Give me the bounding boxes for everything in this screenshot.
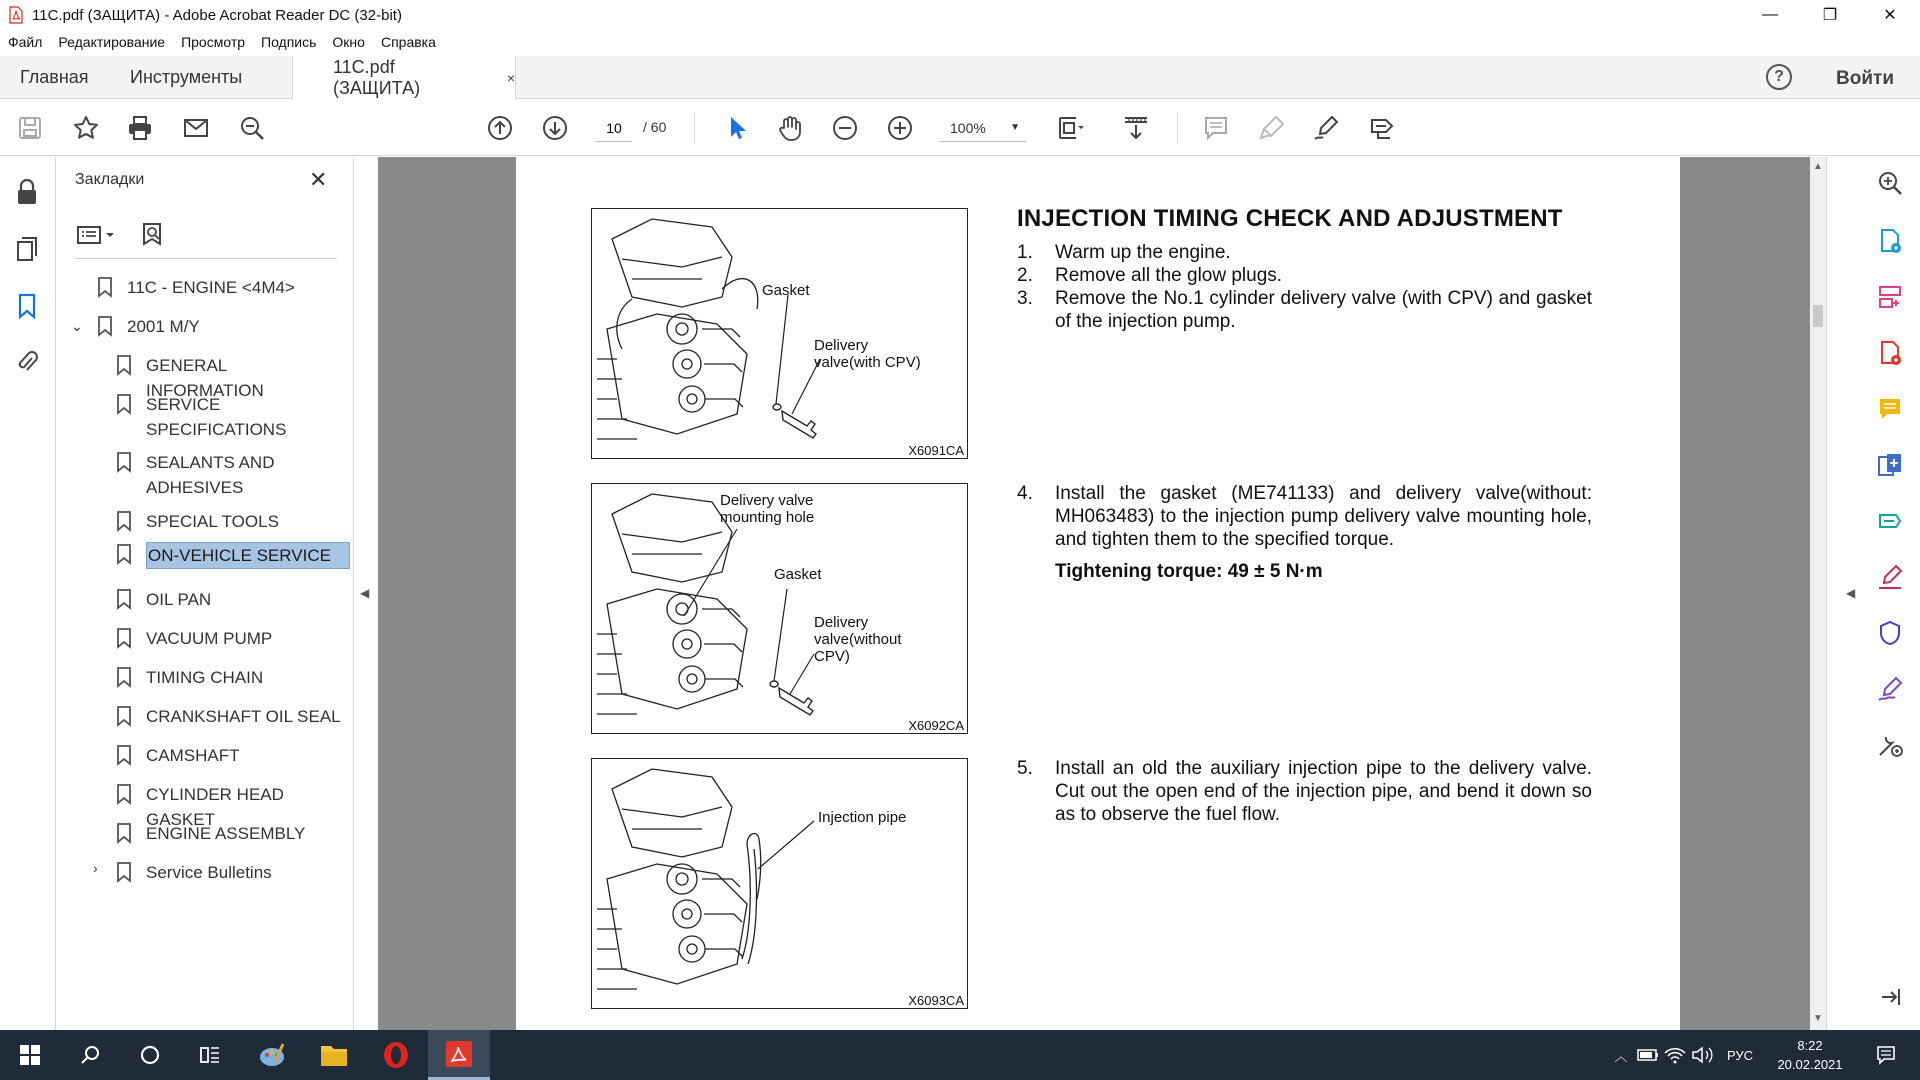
bookmark-icon [116, 451, 132, 473]
figure-caption: X6093CA [908, 993, 964, 1008]
next-page-icon[interactable] [539, 112, 571, 144]
step-text: Warm up the engine. [1055, 242, 1231, 263]
lock-icon[interactable] [12, 177, 42, 207]
bookmark-item[interactable] [97, 314, 327, 339]
main-toolbar [0, 100, 1920, 156]
wifi-icon[interactable] [1661, 1045, 1689, 1065]
bookmark-options-icon[interactable] [75, 221, 119, 249]
menu-sign[interactable]: Подпись [261, 34, 317, 50]
document-title: INJECTION TIMING CHECK AND ADJUSTMENT [1017, 205, 1563, 232]
fill-sign-icon[interactable] [1310, 112, 1342, 144]
bookmarks-header: Закладки [75, 171, 145, 188]
document-scrollbar[interactable] [1810, 157, 1826, 1030]
bookmark-icon [116, 627, 132, 649]
language-indicator[interactable]: РУС [1727, 1047, 1754, 1063]
bookmarks-panel [57, 157, 354, 1030]
pdf-page [516, 157, 1680, 1030]
bookmark-label: ON-VEHICLE SERVICE [146, 542, 350, 569]
system-clock[interactable] [1770, 1036, 1850, 1074]
step-number: 1. [1017, 242, 1033, 263]
comment-tool-icon[interactable] [1874, 393, 1906, 425]
label-gasket: Gasket [762, 282, 810, 299]
tab-document[interactable] [292, 56, 516, 100]
engine-illustration [592, 759, 969, 1010]
bookmark-icon [116, 822, 132, 844]
label-mounting-hole: Delivery valve mounting hole [720, 492, 815, 526]
bookmark-item[interactable] [116, 860, 346, 885]
bookmark-label: CYLINDER HEAD GASKET [146, 785, 284, 829]
bookmark-label: ENGINE ASSEMBLY [146, 824, 306, 843]
scroll-down-arrow-icon[interactable]: ▼ [1813, 1013, 1823, 1024]
bookmark-label: OIL PAN [146, 590, 212, 609]
chevron-up-icon[interactable]: ︿ [1614, 1048, 1628, 1064]
bookmark-icon [116, 861, 132, 883]
print-icon[interactable] [124, 112, 156, 144]
step-text: Install an old the auxiliary injection pipe to the delivery valve. Cut out the open end of the injection pipe, and bend it down so as to observe the fuel flow. [1055, 758, 1592, 825]
page-number-input[interactable] [596, 114, 632, 142]
bookmark-label: CRANKSHAFT OIL SEAL [146, 707, 341, 726]
windows-taskbar [0, 1030, 1920, 1080]
bookmark-label: 2001 M/Y [127, 317, 200, 336]
label-delivery-valve: Delivery valve(with CPV) [814, 337, 921, 371]
clock-time: 8:22 [1797, 1038, 1823, 1053]
bookmark-item[interactable] [116, 821, 346, 846]
bookmark-item-selected[interactable] [116, 542, 350, 569]
close-panel-icon[interactable]: ✕ [309, 167, 328, 192]
windows-start-icon[interactable] [2, 1030, 58, 1080]
bookmark-icon [116, 783, 132, 805]
step-text: Remove all the glow plugs. [1055, 265, 1283, 286]
send-for-review-icon[interactable] [1874, 505, 1906, 537]
scroll-up-arrow-icon[interactable]: ▲ [1813, 161, 1823, 172]
menu-window[interactable]: Окно [332, 34, 365, 50]
close-window-button[interactable]: ✕ [1883, 7, 1897, 24]
acrobat-app-icon [8, 6, 24, 24]
label-gasket: Gasket [774, 566, 822, 583]
bookmark-icon [116, 393, 132, 415]
bookmark-label: Service Bulletins [146, 863, 272, 882]
figure-caption: X6092CA [908, 718, 964, 733]
bookmark-icon [97, 276, 113, 298]
bookmark-icon [116, 666, 132, 688]
page-thumbnails-icon[interactable] [12, 234, 42, 264]
step-number: 3. [1017, 288, 1033, 309]
acrobat-taskbar-icon[interactable] [428, 1030, 490, 1080]
steps-group-1 [1017, 241, 1592, 333]
find-bookmark-icon[interactable] [139, 221, 167, 249]
clock-date: 20.02.2021 [1777, 1057, 1843, 1072]
bookmark-label: 11C - ENGINE <4M4> [127, 278, 295, 297]
bookmark-label: SPECIAL TOOLS [146, 512, 279, 531]
bookmark-icon [116, 543, 132, 565]
bookmark-icon [116, 705, 132, 727]
save-icon[interactable] [14, 112, 46, 144]
step-number: 2. [1017, 265, 1033, 286]
file-explorer-icon[interactable] [306, 1030, 362, 1080]
bookmark-item[interactable] [116, 626, 346, 651]
bookmark-item[interactable] [116, 665, 346, 690]
scroll-mode-icon[interactable] [1120, 112, 1152, 144]
cortana-icon[interactable] [122, 1030, 178, 1080]
zoom-search-icon[interactable] [1874, 167, 1906, 199]
bookmark-icon [116, 354, 132, 376]
task-view-icon[interactable] [182, 1030, 238, 1080]
login-button[interactable]: Войти [1836, 68, 1894, 89]
menu-bar [0, 30, 1920, 54]
battery-icon[interactable] [1635, 1045, 1661, 1065]
select-tool-icon[interactable] [720, 112, 752, 144]
more-tools-icon[interactable] [1874, 729, 1906, 761]
label-injection-pipe: Injection pipe [818, 809, 907, 826]
comment-icon[interactable] [1200, 112, 1232, 144]
step-number: 5. [1017, 758, 1033, 779]
figure-caption: X6091CA [908, 443, 964, 458]
system-tray [1607, 1030, 1753, 1080]
previous-page-icon[interactable] [484, 112, 516, 144]
bookmark-item[interactable] [116, 704, 346, 729]
window-title: 11C.pdf (ЗАЩИТА) - Adobe Acrobat Reader DC (32-bit) [32, 6, 402, 24]
tab-tools[interactable]: Инструменты [130, 67, 243, 87]
menu-help[interactable]: Справка [380, 34, 436, 50]
step-text: Remove the No.1 cylinder delivery valve (with CPV) and gasket of the injection pump. [1055, 288, 1592, 332]
zoom-out-icon[interactable] [829, 112, 861, 144]
step-1 [1017, 241, 1592, 264]
figure-delivery-valve-install [591, 483, 968, 734]
bookmark-item[interactable] [116, 743, 346, 768]
chevron-right-icon[interactable]: › [93, 860, 98, 876]
left-navigation-rail [0, 157, 56, 1030]
toolbar-divider [1177, 112, 1178, 144]
menu-edit[interactable]: Редактирование [58, 34, 166, 50]
collapse-right-panel-icon[interactable]: ◀ [1846, 586, 1856, 600]
paint-app-icon[interactable] [244, 1030, 300, 1080]
figure-injection-pipe [591, 758, 968, 1009]
step-text: Install the gasket (ME741133) and delivery valve(without: MH063483) to the injection pump delivery valve mounting hole, and tighten them to the specified torque. [1055, 483, 1592, 550]
bookmark-label: SEALANTS AND ADHESIVES [146, 453, 275, 497]
bookmark-label: VACUUM PUMP [146, 629, 273, 648]
right-tools-rail [1826, 157, 1920, 1030]
email-icon[interactable] [180, 112, 212, 144]
zoom-value: 100% [950, 119, 986, 136]
bookmark-icon [116, 588, 132, 610]
bookmark-item[interactable] [116, 587, 346, 612]
menu-view[interactable]: Просмотр [181, 34, 246, 50]
label-delivery-valve: Delivery valve(without CPV) [814, 614, 902, 665]
step-4 [1017, 482, 1592, 551]
volume-icon[interactable] [1689, 1045, 1717, 1065]
minimize-button[interactable]: — [1762, 6, 1778, 23]
collapse-left-panel-icon[interactable]: ◀ [360, 586, 370, 600]
bookmark-panel-icon[interactable] [12, 291, 42, 321]
bookmark-icon [97, 315, 113, 337]
share-icon[interactable] [1366, 112, 1398, 144]
zoom-dropdown[interactable] [940, 114, 1026, 142]
title-bar [0, 0, 1920, 30]
scrollbar-thumb[interactable] [1813, 305, 1823, 327]
export-pdf-icon[interactable] [1874, 225, 1906, 257]
chevron-down-icon: ▼ [1010, 122, 1020, 133]
bookmark-item[interactable] [116, 450, 346, 500]
toolbar-divider [694, 112, 695, 144]
page-layout-icon[interactable] [1054, 112, 1086, 144]
tab-document-label: 11C.pdf (ЗАЩИТА) [333, 57, 421, 98]
zoom-in-icon[interactable] [884, 112, 916, 144]
figure-delivery-valve-removal [591, 208, 968, 459]
attachment-icon[interactable] [12, 347, 42, 377]
maximize-button[interactable]: ❐ [1822, 7, 1838, 24]
search-icon[interactable] [62, 1030, 118, 1080]
bookmark-icon [116, 744, 132, 766]
opera-browser-icon[interactable] [368, 1030, 424, 1080]
organize-pages-icon[interactable] [1874, 281, 1906, 313]
bookmark-label: SERVICE SPECIFICATIONS [146, 395, 287, 439]
search-icon[interactable] [236, 112, 268, 144]
help-icon[interactable]: ? [1766, 64, 1792, 90]
tab-bar [0, 56, 1920, 99]
request-signature-icon[interactable] [1874, 673, 1906, 705]
step-5 [1017, 757, 1592, 826]
bookmarks-toolbar [75, 217, 337, 259]
step-3 [1017, 287, 1592, 333]
bookmark-label: TIMING CHAIN [146, 668, 264, 687]
star-icon[interactable] [70, 112, 102, 144]
bookmark-label: CAMSHAFT [146, 746, 240, 765]
engine-illustration [592, 209, 969, 460]
hand-tool-icon[interactable] [774, 112, 806, 144]
chevron-down-icon[interactable]: ⌄ [71, 318, 83, 334]
expand-right-panel-icon[interactable] [1874, 981, 1906, 1013]
bookmark-item[interactable] [97, 275, 327, 300]
document-viewport[interactable] [378, 157, 1826, 1030]
bookmark-item[interactable] [116, 392, 346, 442]
fill-and-sign-icon[interactable] [1874, 561, 1906, 593]
protect-icon[interactable] [1874, 617, 1906, 649]
page-total: / 60 [643, 119, 667, 135]
step-2 [1017, 264, 1592, 287]
bookmark-item[interactable] [116, 509, 346, 534]
tab-home[interactable]: Главная [20, 67, 89, 87]
create-pdf-icon[interactable] [1874, 337, 1906, 369]
bookmark-icon [116, 510, 132, 532]
combine-files-icon[interactable] [1874, 449, 1906, 481]
bookmark-label: GENERAL INFORMATION [146, 356, 264, 400]
menu-file[interactable]: Файл [8, 34, 43, 50]
highlight-icon[interactable] [1256, 112, 1288, 144]
tab-close-icon[interactable]: × [506, 70, 515, 86]
notifications-icon[interactable] [1858, 1030, 1914, 1080]
step-number: 4. [1017, 483, 1033, 504]
tightening-torque: Tightening torque: 49 ± 5 N·m [1055, 561, 1323, 582]
